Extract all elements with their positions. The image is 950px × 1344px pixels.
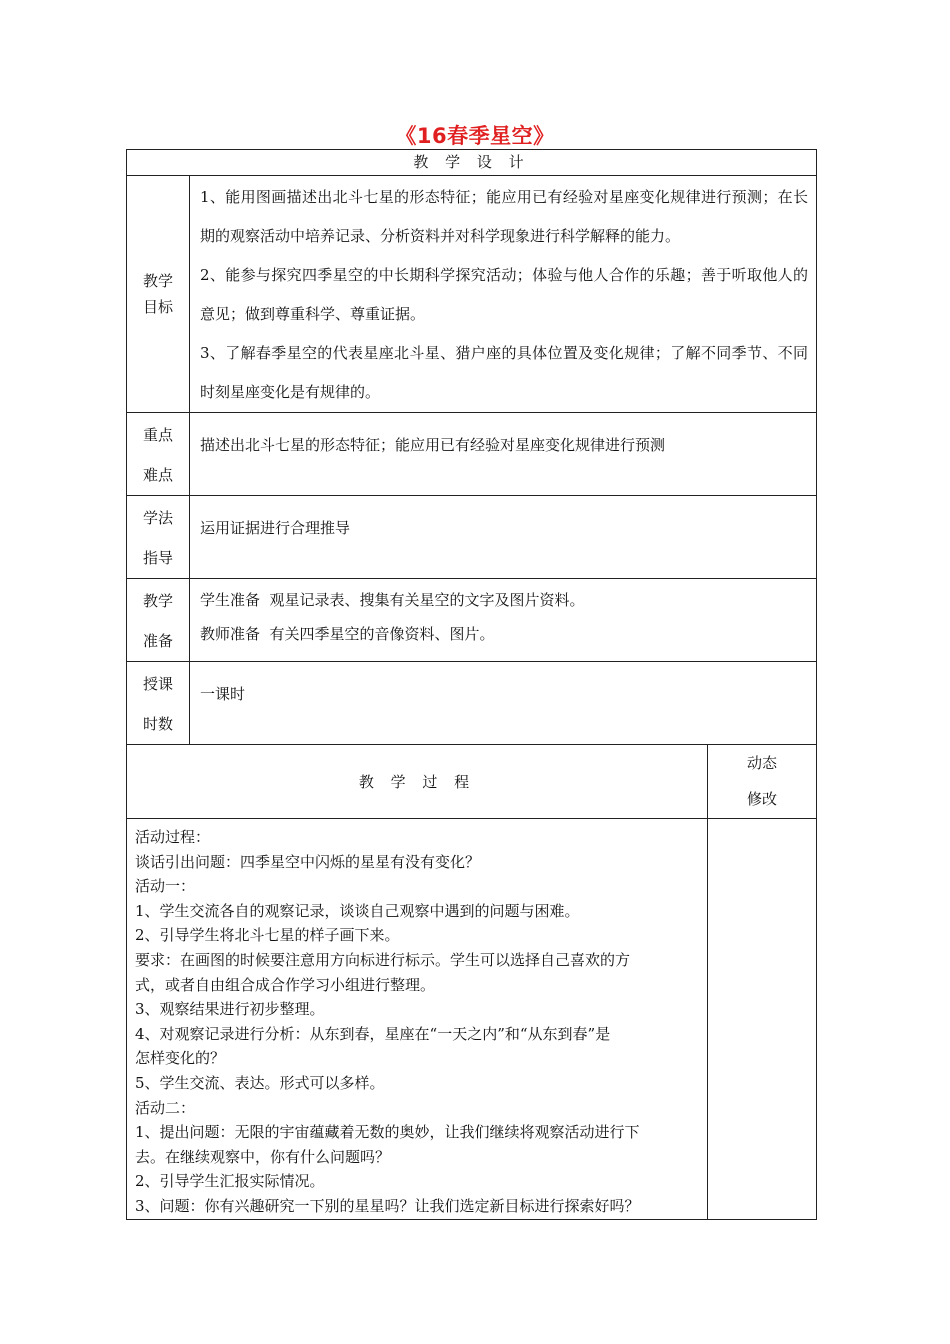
goals-label-line1: 教学 xyxy=(142,272,173,290)
process-line: 3、问题：你有兴趣研究一下别的星星吗？让我们选定新目标进行探索好吗？ xyxy=(135,1196,640,1215)
preparation-row xyxy=(127,579,817,662)
goal-item: 2、能参与探究四季星空的中长期科学探究活动；体验与他人合作的乐趣；善于听取他人的意见；做到尊重科学、尊重证据。 xyxy=(200,266,809,323)
process-line: 5、学生交流、表达。形式可以多样。 xyxy=(135,1073,385,1092)
preparation-label-line2: 准备 xyxy=(142,632,173,650)
key-points-label-line1: 重点 xyxy=(142,426,173,444)
method-content xyxy=(190,496,817,579)
process-body-row xyxy=(127,819,817,1220)
process-line: 2、引导学生将北斗七星的样子画下来。 xyxy=(135,926,400,945)
dynamic-edit-cell xyxy=(708,819,817,1220)
goals-label-line2: 目标 xyxy=(142,298,173,316)
process-line: 怎样变化的？ xyxy=(135,1049,226,1068)
process-line: 谈话引出问题：四季星空中闪烁的星星有没有变化？ xyxy=(135,852,481,871)
process-line: 活动二： xyxy=(135,1098,196,1117)
preparation-label-line1: 教学 xyxy=(142,592,173,610)
process-header: 教 学 过 程 xyxy=(127,745,708,819)
design-header: 教 学 设 计 xyxy=(127,150,817,176)
method-label xyxy=(127,496,190,579)
preparation-line: 教师准备 有关四季星空的音像资料、图片。 xyxy=(200,625,495,643)
process-line: 活动过程： xyxy=(135,828,211,846)
hours-label-line2: 时数 xyxy=(142,715,173,733)
process-line: 活动一： xyxy=(135,877,196,896)
hours-label xyxy=(127,662,190,745)
hours-text: 一课时 xyxy=(200,685,246,703)
key-points-row xyxy=(127,413,817,496)
preparation-content xyxy=(190,579,817,662)
dynamic-label-line1: 动态 xyxy=(747,754,778,772)
process-line: 式，或者自由组合成合作学习小组进行整理。 xyxy=(135,975,436,994)
process-line: 4、对观察记录进行分析：从东到春，星座在“一天之内”和“从东到春”是 xyxy=(135,1024,611,1043)
key-points-label-line2: 难点 xyxy=(142,466,173,484)
process-header-row xyxy=(127,745,817,819)
process-content xyxy=(127,819,708,1220)
process-line: 1、提出问题：无限的宇宙蕴藏着无数的奥妙，让我们继续将观察活动进行下 xyxy=(135,1123,640,1142)
lesson-plan-table xyxy=(126,149,817,1220)
method-row xyxy=(127,496,817,579)
goals-row xyxy=(127,176,817,413)
goals-label xyxy=(127,176,190,413)
hours-content xyxy=(190,662,817,745)
hours-label-line1: 授课 xyxy=(142,675,173,693)
method-label-line1: 学法 xyxy=(142,509,173,527)
preparation-line: 学生准备 观星记录表、搜集有关星空的文字及图片资料。 xyxy=(200,591,585,609)
dynamic-edit-label xyxy=(708,745,817,819)
design-header-row xyxy=(127,150,817,176)
goal-item: 1、能用图画描述出北斗七星的形态特征；能应用已有经验对星座变化规律进行预测；在长期的观察活动中培养记录、分析资料并对科学现象进行科学解释的能力。 xyxy=(200,188,809,245)
method-label-line2: 指导 xyxy=(142,549,173,567)
key-points-content xyxy=(190,413,817,496)
dynamic-label-line2: 修改 xyxy=(747,790,778,808)
key-points-text: 描述出北斗七星的形态特征；能应用已有经验对星座变化规律进行预测 xyxy=(200,436,666,454)
preparation-label xyxy=(127,579,190,662)
process-line: 去。在继续观察中，你有什么问题吗？ xyxy=(135,1147,391,1166)
process-line: 2、引导学生汇报实际情况。 xyxy=(135,1172,325,1191)
goal-item: 3、了解春季星空的代表星座北斗星、猎户座的具体位置及变化规律；了解不同季节、不同时刻星座变化是有规律的。 xyxy=(200,344,809,401)
process-line: 要求：在画图的时候要注意用方向标进行标示。学生可以选择自己喜欢的方 xyxy=(135,950,631,969)
hours-row xyxy=(127,662,817,745)
document-title: 《16春季星空》 xyxy=(395,124,555,148)
process-line: 3、观察结果进行初步整理。 xyxy=(135,1000,325,1019)
method-text: 运用证据进行合理推导 xyxy=(200,519,351,537)
process-line: 1、学生交流各自的观察记录，谈谈自己观察中遇到的问题与困难。 xyxy=(135,901,580,920)
goals-content xyxy=(190,176,817,413)
key-points-label xyxy=(127,413,190,496)
